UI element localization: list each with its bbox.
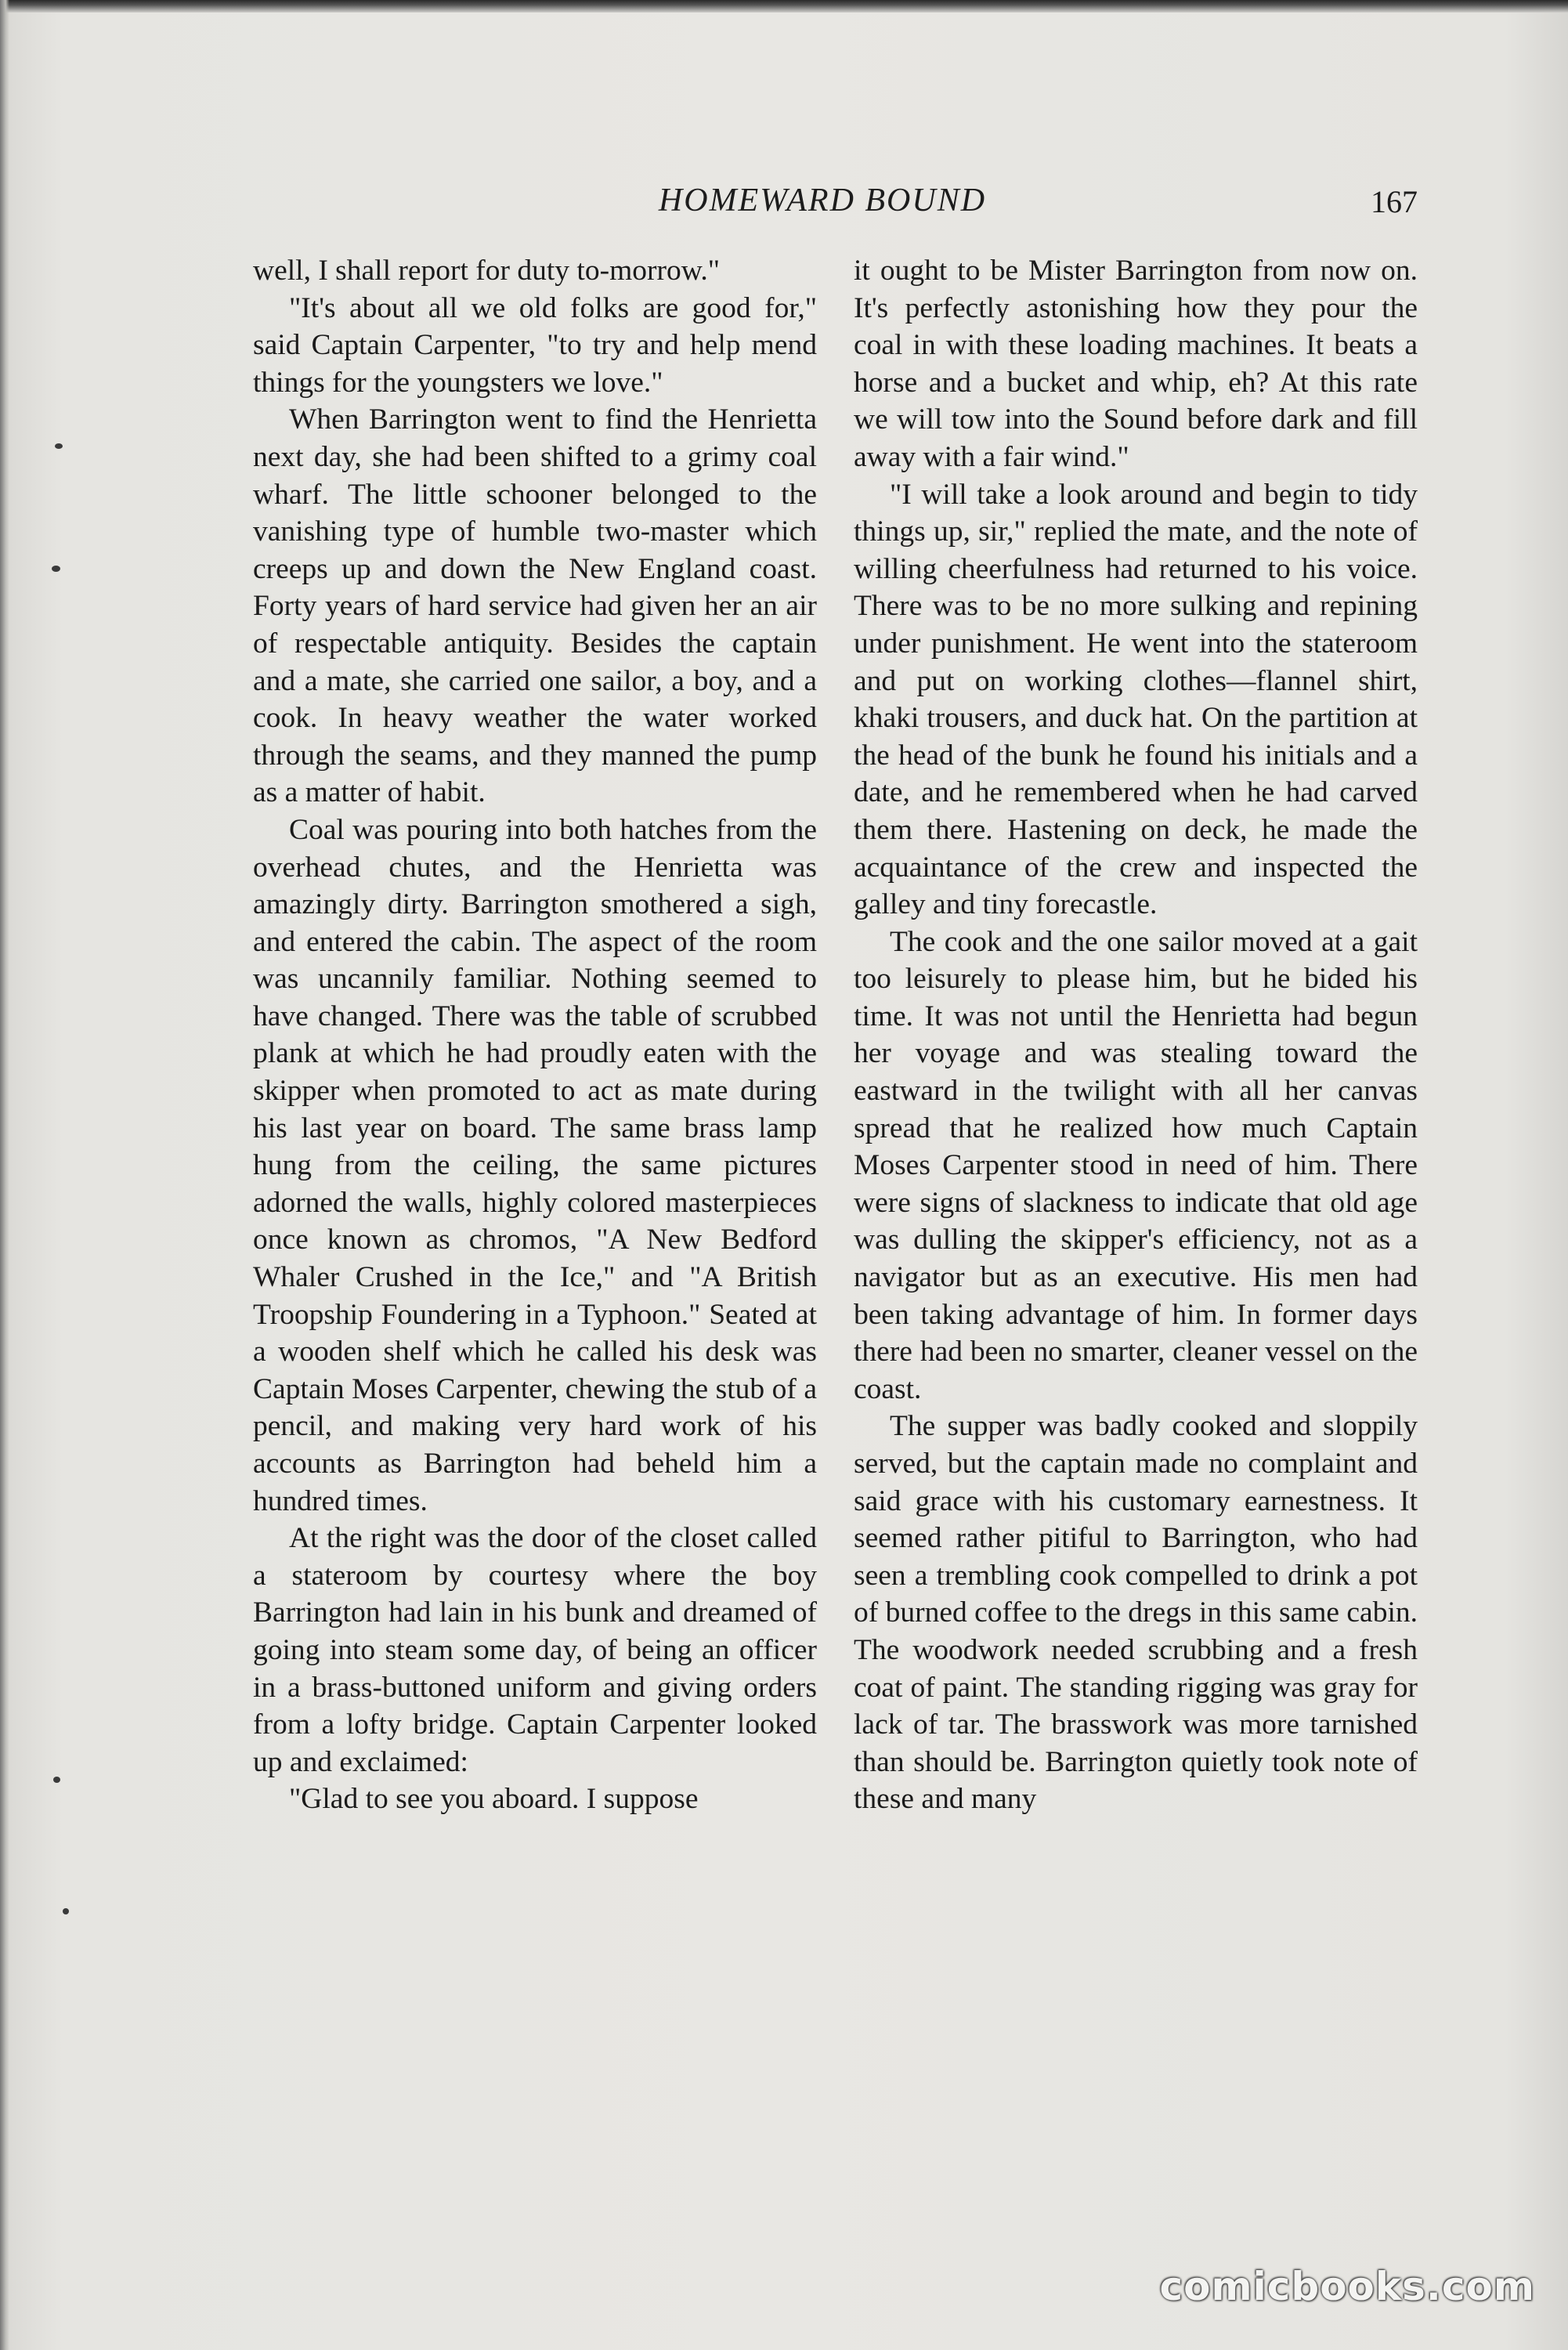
paragraph: "It's about all we old folks are good for," said Captain Carpenter, "to try and help mend things for the youngsters we love." — [253, 291, 817, 399]
margin-speck — [63, 1908, 69, 1914]
page-binding-edge — [0, 0, 9, 2350]
paragraph: The supper was badly cooked and sloppily served, but the captain made no complaint and said grace with his customary earnestness. It seemed rather pitiful to Barrington, who had seen a trembling cook compelled to drink a pot of burned coffee to the dregs in this same cabin. The woodwork needed scrubbing and a fresh coat of paint. The standing rigging was gray for lack of tar. The brasswork was more tarnished than should be. Barrington quietly took note of these and many — [854, 1410, 1418, 1816]
page-number: 167 — [1371, 184, 1418, 219]
margin-speck — [52, 566, 60, 572]
paragraph: well, I shall report for duty to-morrow." — [253, 255, 721, 287]
watermark-logo: comicbooks.com — [1159, 2264, 1535, 2309]
page-top-edge — [0, 0, 1568, 13]
paragraph: it ought to be Mister Barrington from now on. It's perfectly astonishing how they pour the coal in with these loading machines. It beats a horse and a bucket and whip, eh? At this rate we will tow into the Sound before dark and fill away with a fair wind." — [854, 255, 1418, 473]
left-text-column — [253, 252, 817, 1818]
running-head — [243, 182, 1418, 237]
paragraph: Coal was pouring into both hatches from the overhead chutes, and the Henrietta was amazingly dirty. Barrington smothered a sigh, and entered the cabin. The aspect of the room was uncannily familiar. Nothing seemed to have changed. There was the table of scrubbed plank at which he had proudly eaten with the skipper when promoted to act as mate during his last year on board. The same brass lamp hung from the ceiling, the same pictures adorned the walls, highly colored masterpieces once known as chromos, "A New Bedford Whaler Crushed in the Ice," and "A British Troopship Foundering in a Typhoon." Seated at a wooden shelf which he called his desk was Captain Moses Carpenter, chewing the stub of a pencil, and making very hard work of his accounts as Barrington had beheld him a hundred times. — [253, 813, 817, 1517]
paragraph: "Glad to see you aboard. I suppose — [289, 1783, 699, 1816]
paragraph: When Barrington went to find the Henrietta next day, she had been shifted to a grimy coal wharf. The little schooner belonged to the vanishing type of humble two-master which creeps up and down the New England coast. Forty years of hard service had given her an air of respectable antiquity. Besides the captain and a mate, she carried one sailor, a boy, and a cook. In heavy weather the water worked through the seams, and they manned the pump as a matter of habit. — [253, 403, 817, 809]
paragraph: "I will take a look around and begin to tidy things up, sir," replied the mate, and the note of willing cheerfulness had returned to his voice. There was to be no more sulking and repining under punishment. He went into the stateroom and put on working clothes—flannel shirt, khaki trousers, and duck hat. On the partition at the head of the bunk he found his initials and a date, and he remembered when he had carved them there. Hastening on deck, he made the acquaintance of the crew and inspected the galley and tiny forecastle. — [854, 478, 1418, 921]
paragraph: The cook and the one sailor moved at a gait too leisurely to please him, but he bided his time. It was not until the Henrietta had begun her voyage and was stealing toward the eastward in the twilight with all her canvas spread that he realized how much Captain Moses Carpenter stood in need of him. There were signs of slackness to indicate that old age was dulling the skipper's efficiency, not as a navigator but as an executive. His men had been taking advantage of him. In former days there had been no smarter, cleaner vessel on the coast. — [854, 925, 1418, 1405]
paragraph: At the right was the door of the closet called a stateroom by courtesy where the boy Barrington had lain in his bunk and dreamed of going into steam some day, of being an officer in a brass-buttoned uniform and giving orders from a lofty bridge. Captain Carpenter looked up and exclaimed: — [253, 1522, 817, 1778]
running-title: HOMEWARD BOUND — [658, 183, 987, 219]
margin-speck — [53, 1777, 60, 1783]
margin-speck — [55, 443, 63, 449]
right-text-column — [854, 252, 1418, 1818]
